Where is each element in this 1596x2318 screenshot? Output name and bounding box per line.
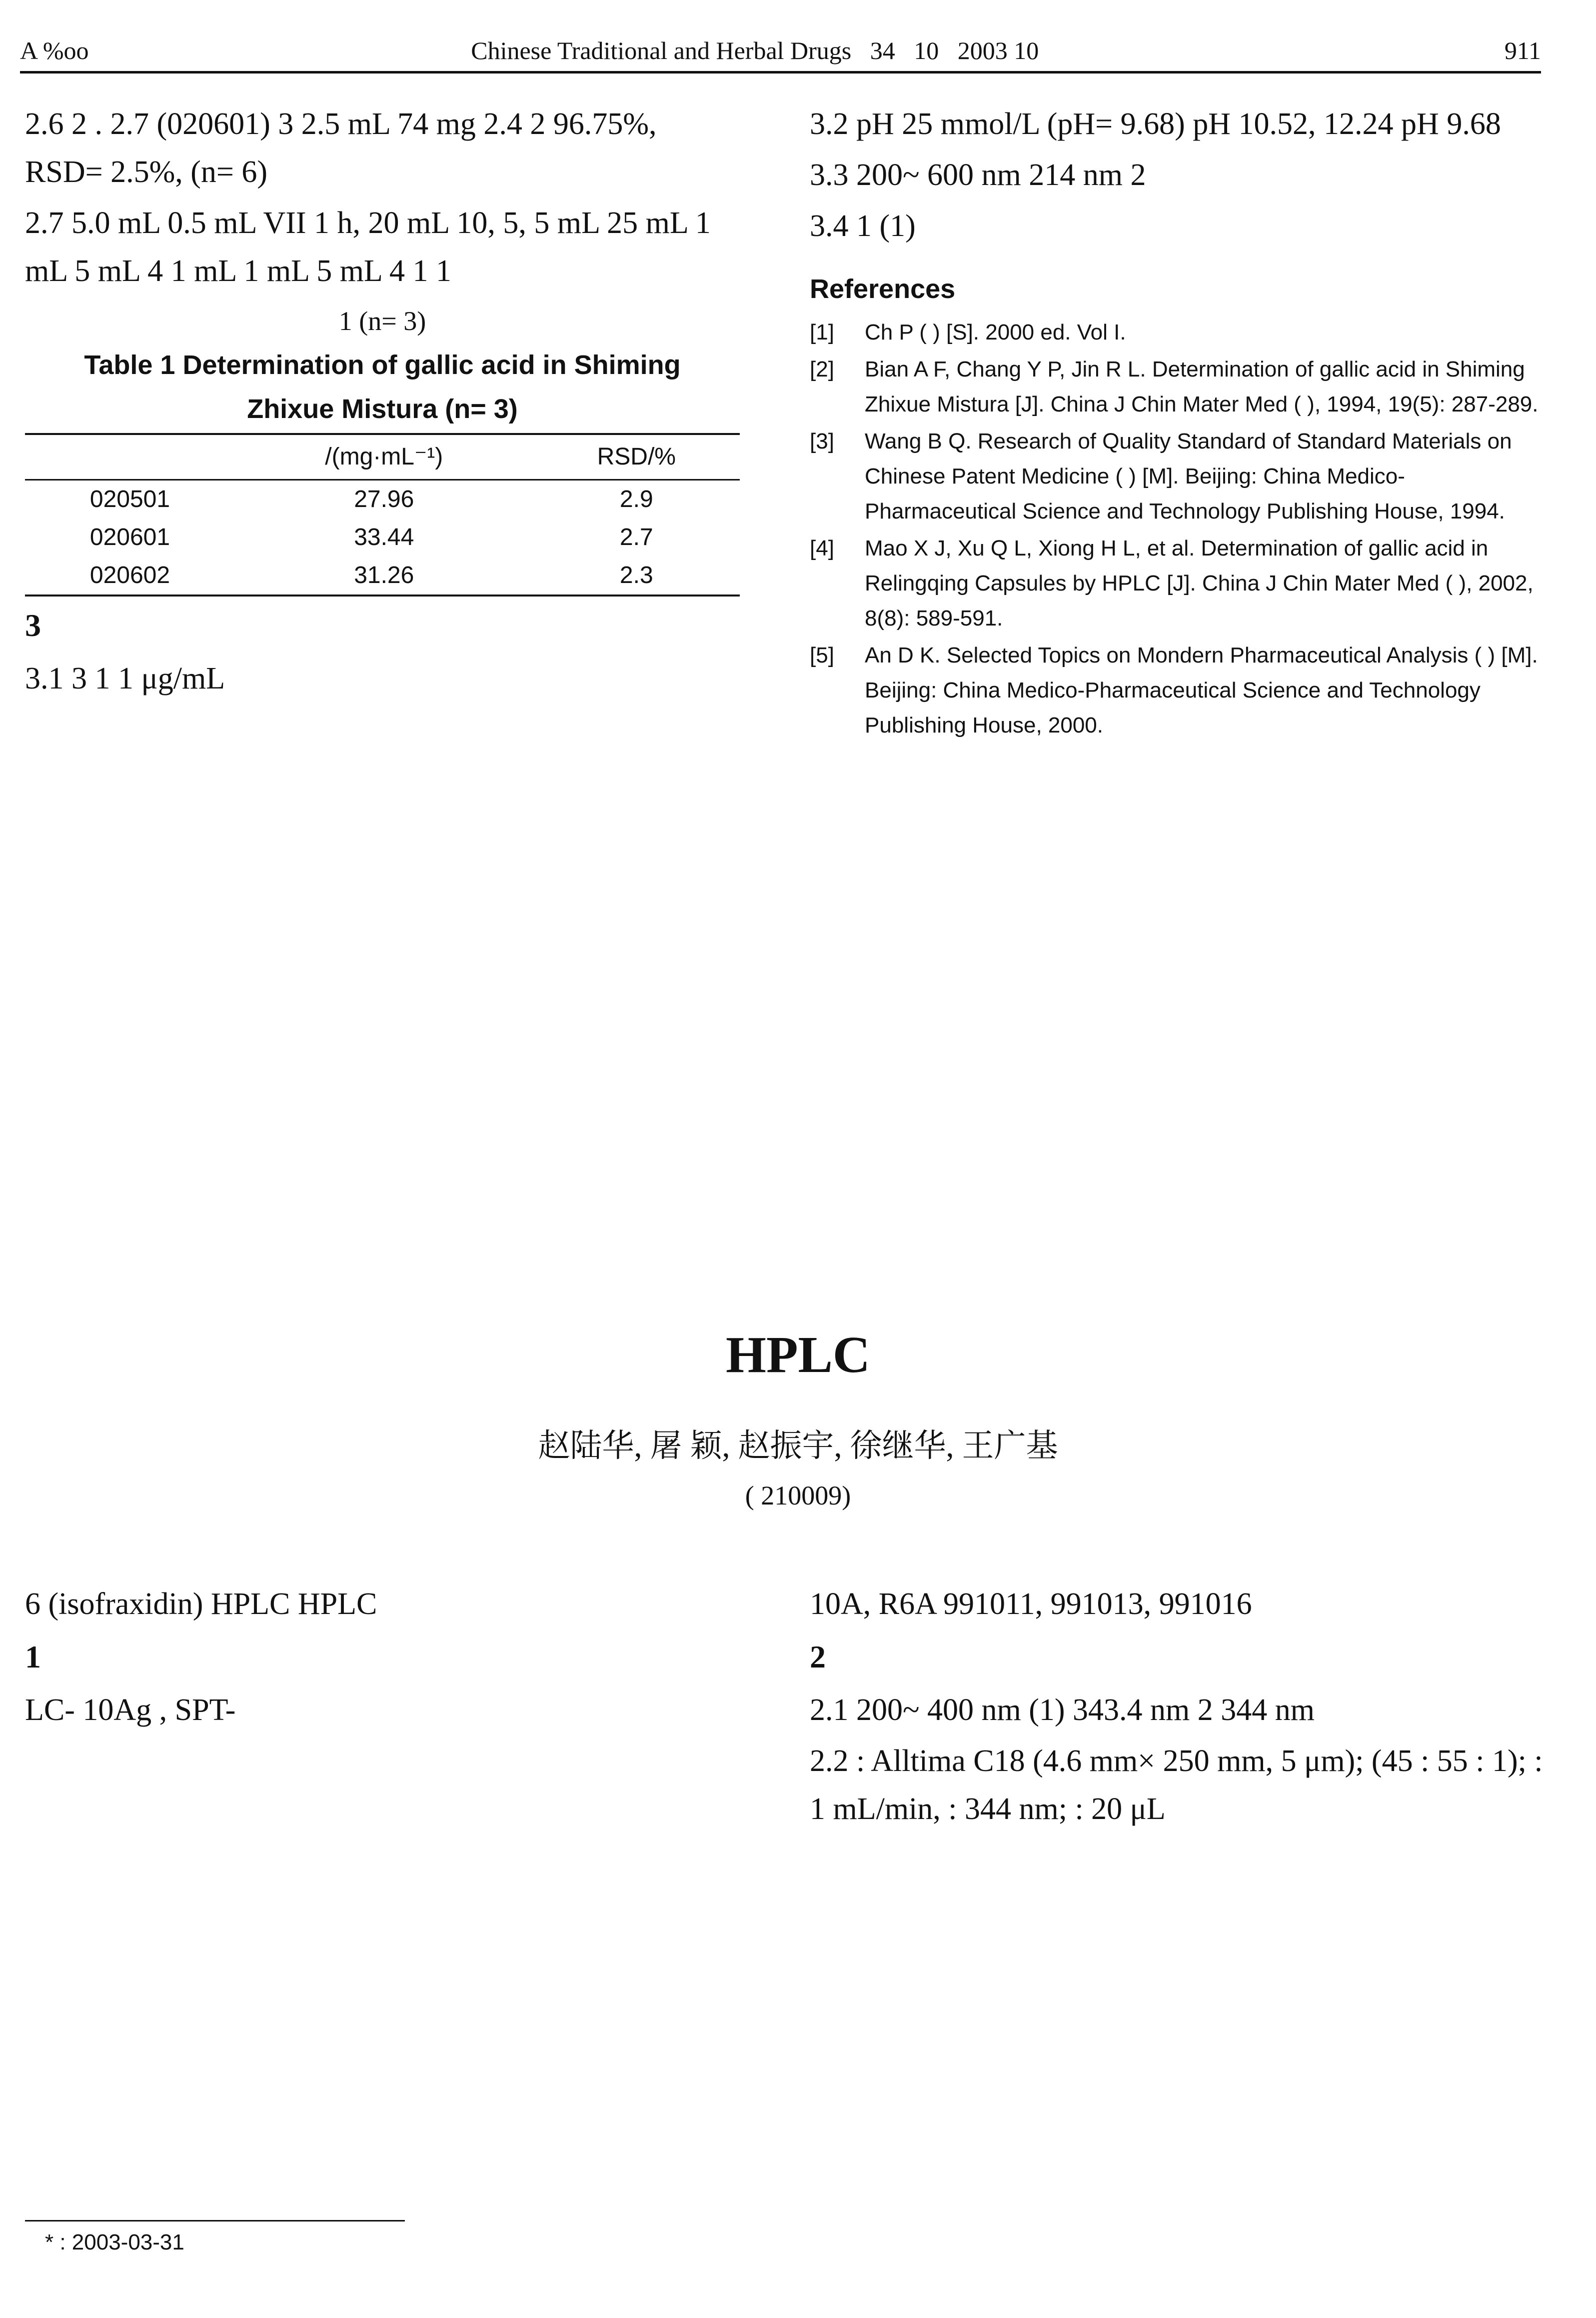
table-header-row (25, 434, 740, 480)
table-cell: 31.26 (235, 556, 533, 596)
article-affiliation: ( 210009) (745, 1480, 851, 1510)
reference-item: [1] Ch P ( ) [S]. 2000 ed. Vol I. (810, 320, 1126, 344)
table-row (25, 556, 740, 596)
results-table (25, 433, 740, 596)
table-cell: 020501 (89, 486, 170, 512)
upper-right-column (810, 100, 1545, 745)
paragraph-3-1: 3.1 3 1 1 μg/mL (25, 662, 225, 696)
footnote-divider (25, 2220, 405, 2222)
table-row (25, 480, 740, 519)
lower-left-column (25, 1580, 750, 1737)
instrument-paragraph: LC- 10Ag , SPT- (25, 1693, 236, 1727)
table-cell: 020601 (89, 524, 170, 550)
lower-right-column (810, 1580, 1545, 1836)
article-title: HPLC (726, 1326, 870, 1384)
table-caption-cn: 1 (n= 3) (338, 306, 426, 336)
table-header-batch (25, 434, 235, 480)
upper-left-column (25, 100, 740, 706)
reference-item: [2] Bian A F, Chang Y P, Jin R L. Determination of gallic acid in Shiming Zhixue Mistura [J]. China J Chin Mater Med ( ), 1994, 19(5): 287-289. (810, 357, 1539, 416)
footnote: * : 2003-03-31 (45, 2230, 184, 2254)
table-cell: 27.96 (354, 486, 414, 512)
paragraph-2-6: 2.6 2 . 2.7 (020601) 3 2.5 mL 74 mg 2.4 2 96.75%, RSD= 2.5%, (n= 6) (25, 107, 657, 189)
running-header (20, 15, 1541, 74)
paragraph-3-3: 3.3 200~ 600 nm 214 nm 2 (810, 158, 1146, 192)
reagents-paragraph: 10A, R6A 991011, 991013, 991016 (810, 1587, 1252, 1621)
paragraph-3-2: 3.2 pH 25 mmol/L (pH= 9.68) pH 10.52, 12.24 pH 9.68 (810, 107, 1501, 141)
table-header-content: /(mg·mL⁻¹) (235, 434, 533, 480)
table-header-rsd: RSD/% (533, 434, 740, 480)
table-cell: 2.3 (533, 556, 740, 596)
article-authors: 赵陆华, 屠 颖, 赵振宇, 徐继华, 王广基 (538, 1428, 1058, 1464)
table-row (25, 518, 740, 556)
references-heading: References (810, 274, 956, 304)
page-number: 911 (1504, 36, 1541, 64)
paragraph-2-2: 2.2 : Alltima C18 (4.6 mm× 250 mm, 5 μm); (45 : 55 : 1); : 1 mL/min, : 344 nm; : 20 μL (810, 1744, 1543, 1826)
table-caption-en-2: Zhixue Mistura (n= 3) (247, 394, 518, 424)
paragraph-3-4: 3.4 1 (1) (810, 209, 916, 243)
table-caption-en-1: Table 1 Determination of gallic acid in Shiming (84, 350, 681, 380)
reference-item: [3] Wang B Q. Research of Quality Standard of Standard Materials on Chinese Patent Medicine ( ) [M]. Beijing: China Medico-Pharmaceutical Science and Technology Publishing House, 1994. (810, 429, 1512, 524)
paragraph-2-1: 2.1 200~ 400 nm (1) 343.4 nm 2 344 nm (810, 1693, 1315, 1727)
table-cell: 020602 (25, 556, 235, 596)
reference-item: [4] Mao X J, Xu Q L, Xiong H L, et al. Determination of gallic acid in Relingqing Capsules by HPLC [J]. China J Chin Mater Med ( ), 2002, 8(8): 589-591. (810, 536, 1534, 630)
table-cell: 2.9 (619, 486, 653, 512)
table-cell: 2.7 (619, 524, 653, 550)
section-3-heading: 3 (25, 608, 41, 643)
intro-paragraph: 6 (isofraxidin) HPLC HPLC (25, 1587, 377, 1621)
header-journal: Chinese Traditional and Herbal Drugs 34 10 2003 10 (471, 36, 1039, 64)
reference-item: [5] An D K. Selected Topics on Mondern Pharmaceutical Analysis ( ) [M]. Beijing: China Medico-Pharmaceutical Science and Technology Publishing House, 2000. (810, 643, 1538, 738)
table-cell: 33.44 (354, 524, 414, 550)
header-left: A %oo (20, 36, 89, 64)
section-2-heading: 2 (810, 1639, 826, 1674)
section-1-heading: 1 (25, 1639, 41, 1674)
paragraph-2-7: 2.7 5.0 mL 0.5 mL VII 1 h, 20 mL 10, 5, 5 mL 25 mL 1 mL 5 mL 4 1 mL 1 mL 5 mL 4 1 1 (25, 206, 711, 288)
